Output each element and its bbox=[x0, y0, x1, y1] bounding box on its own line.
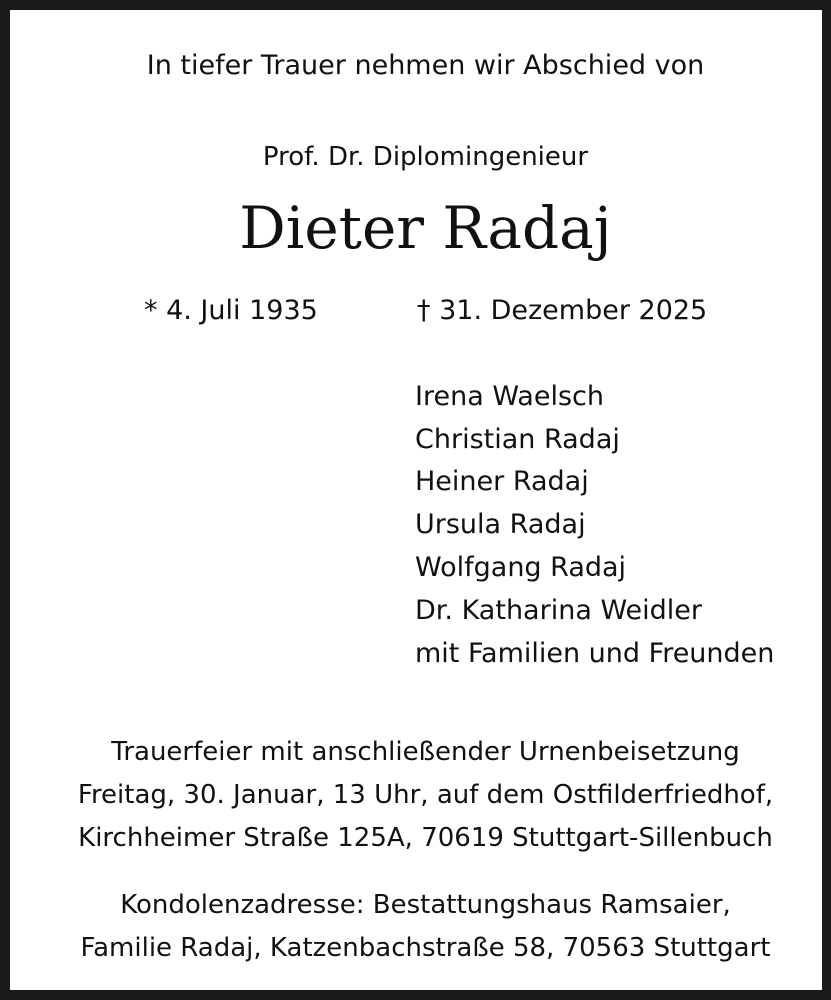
mourner-name: Ursula Radaj bbox=[415, 509, 586, 540]
intro-line: In tiefer Trauer nehmen wir Abschied von bbox=[146, 50, 705, 81]
ceremony-line: Trauerfeier mit anschließender Urnenbeisetzung bbox=[111, 737, 740, 767]
birth-date: * 4. Juli 1935 bbox=[144, 295, 318, 326]
academic-title: Prof. Dr. Diplomingenieur bbox=[262, 142, 589, 172]
condolence-line: Familie Radaj, Katzenbachstraße 58, 70563 Stuttgart bbox=[80, 933, 771, 963]
deceased-name: Dieter Radaj bbox=[239, 194, 612, 262]
mourner-name: Christian Radaj bbox=[415, 424, 620, 455]
ceremony-line: Kirchheimer Straße 125A, 70619 Stuttgart-Sillenbuch bbox=[78, 823, 773, 853]
mourner-name: Irena Waelsch bbox=[415, 381, 604, 412]
mourner-name: Dr. Katharina Weidler bbox=[415, 595, 703, 626]
ceremony-line: Freitag, 30. Januar, 13 Uhr, auf dem Ostfilderfriedhof, bbox=[77, 780, 774, 810]
mourner-closing: mit Familien und Freunden bbox=[415, 638, 775, 669]
condolence-line: Kondolenzadresse: Bestattungshaus Ramsaier, bbox=[120, 890, 731, 920]
mourner-name: Heiner Radaj bbox=[415, 466, 589, 497]
death-date: † 31. Dezember 2025 bbox=[417, 295, 708, 326]
mourner-name: Wolfgang Radaj bbox=[415, 552, 627, 583]
